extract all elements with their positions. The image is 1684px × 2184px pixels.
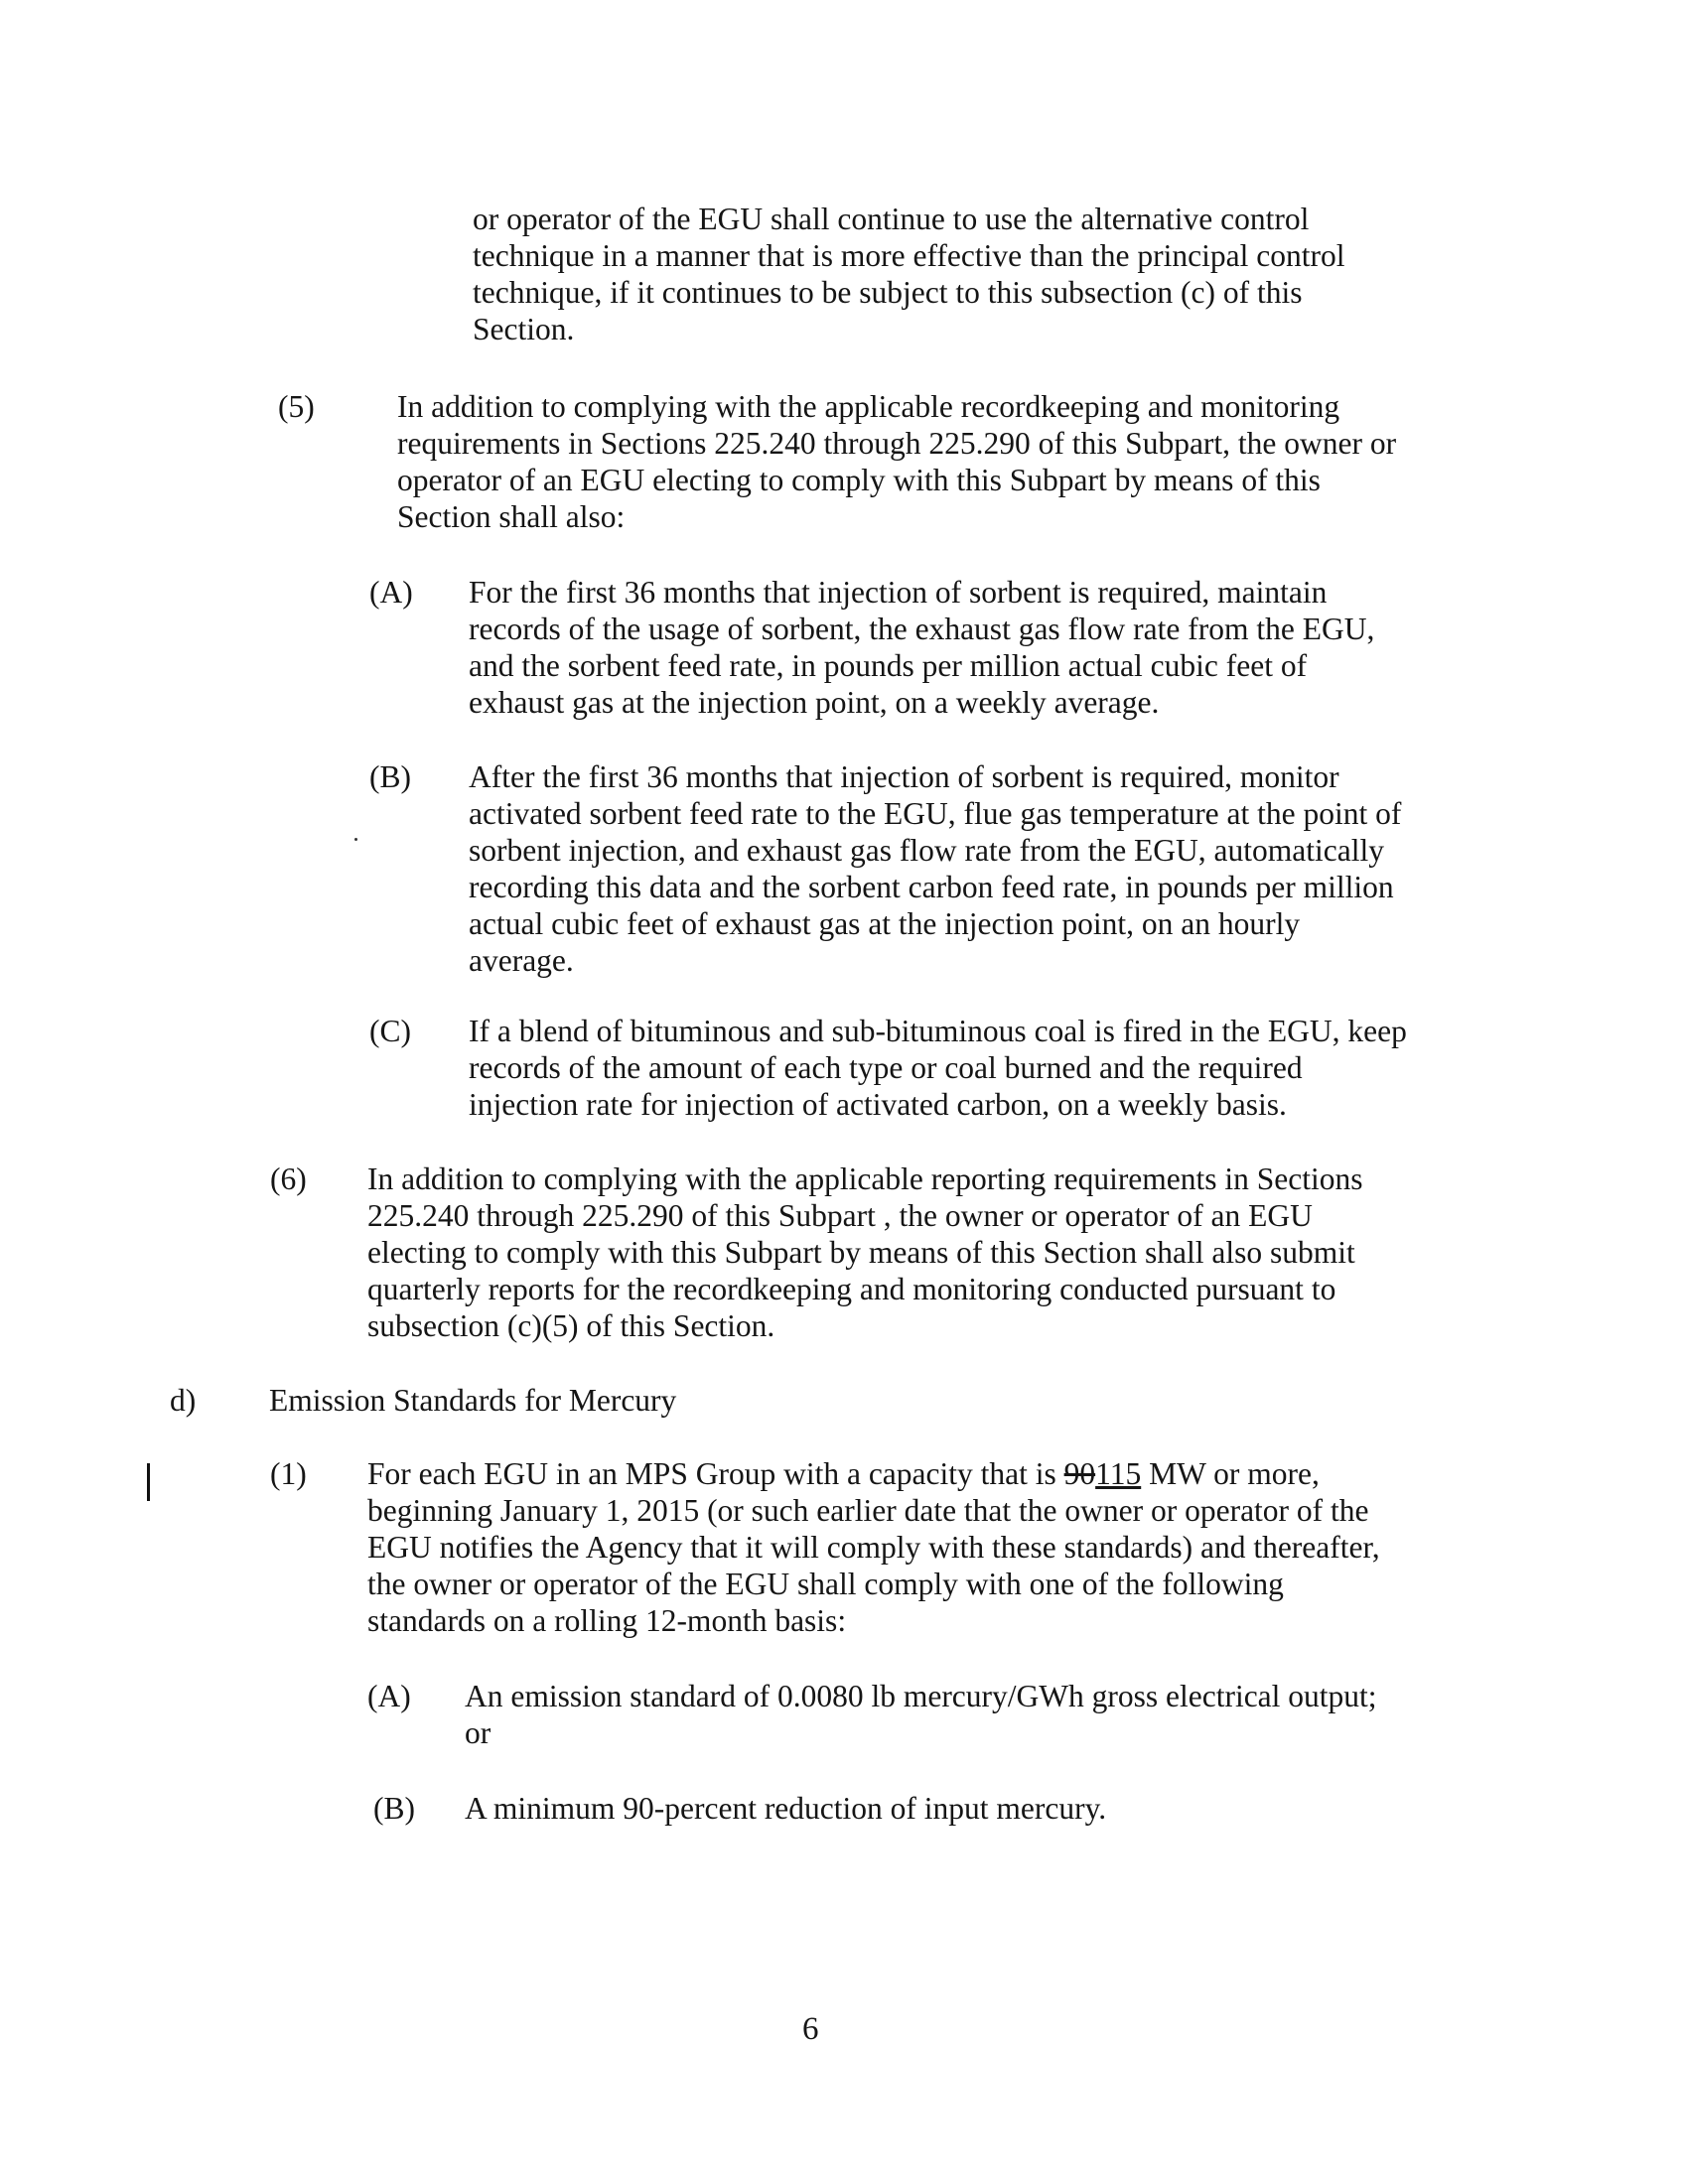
text-line: electing to comply with this Subpart by means of this Section shall also submit <box>367 1235 1355 1270</box>
item-d1-label: (1) <box>270 1456 307 1491</box>
text-line: requirements in Sections 225.240 through 225.290 of this Subpart, the owner or <box>397 426 1397 461</box>
text-line: records of the amount of each type or coal burned and the required <box>469 1050 1303 1085</box>
text-line: After the first 36 months that injection of sorbent is required, monitor <box>469 759 1339 794</box>
item-d1b-paragraph <box>465 1790 1106 1827</box>
text-line: subsection (c)(5) of this Section. <box>367 1308 775 1343</box>
revision-change-bar <box>147 1463 150 1501</box>
item-d1b-label: (B) <box>373 1791 415 1826</box>
item-5b-label: (B) <box>369 759 411 794</box>
text-fragment: For each EGU in an MPS Group with a capacity that is <box>367 1456 1064 1491</box>
text-line: In addition to complying with the applicable reporting requirements in Sections <box>367 1161 1363 1196</box>
page-number: 6 <box>802 2011 819 2047</box>
text-line: technique in a manner that is more effective than the principal control <box>473 238 1345 273</box>
text-line: average. <box>469 943 574 978</box>
item-5c-label: (C) <box>369 1014 411 1048</box>
text-line: records of the usage of sorbent, the exhaust gas flow rate from the EGU, <box>469 612 1375 646</box>
text-line: A minimum 90-percent reduction of input mercury. <box>465 1791 1107 1826</box>
text-line: Section. <box>473 312 575 346</box>
text-line: and the sorbent feed rate, in pounds per million actual cubic feet of <box>469 648 1308 683</box>
text-line: 225.240 through 225.290 of this Subpart , the owner or operator of an EGU <box>367 1198 1313 1233</box>
text-line: An emission standard of 0.0080 lb mercury/GWh gross electrical output; <box>465 1679 1377 1713</box>
text-line: standards on a rolling 12-month basis: <box>367 1603 847 1638</box>
section-d-heading: Emission Standards for Mercury <box>269 1383 677 1418</box>
text-line: the owner or operator of the EGU shall comply with one of the following <box>367 1567 1284 1601</box>
text-line: exhaust gas at the injection point, on a weekly average. <box>469 685 1160 720</box>
text-line: or <box>465 1715 491 1750</box>
section-d-label: d) <box>170 1383 197 1418</box>
text-line: actual cubic feet of exhaust gas at the injection point, on an hourly <box>469 906 1301 941</box>
item-d1-paragraph <box>367 1455 1380 1639</box>
item-5b-paragraph <box>469 758 1401 979</box>
item-5c-paragraph <box>469 1013 1407 1123</box>
inserted-text: 115 <box>1095 1456 1142 1491</box>
item-6-paragraph <box>367 1160 1363 1344</box>
text-fragment: MW or more, <box>1141 1456 1320 1491</box>
text-line: injection rate for injection of activated carbon, on a weekly basis. <box>469 1087 1287 1122</box>
text-line: activated sorbent feed rate to the EGU, flue gas temperature at the point of <box>469 796 1402 831</box>
text-line: technique, if it continues to be subject to this subsection (c) of this <box>473 275 1303 310</box>
text-line: In addition to complying with the applicable recordkeeping and monitoring <box>397 389 1340 424</box>
text-line: sorbent injection, and exhaust gas flow rate from the EGU, automatically <box>469 833 1384 868</box>
text-line: quarterly reports for the recordkeeping and monitoring conducted pursuant to <box>367 1272 1336 1306</box>
text-line: recording this data and the sorbent carbon feed rate, in pounds per million <box>469 870 1394 904</box>
text-line: beginning January 1, 2015 (or such earlier date that the owner or operator of the <box>367 1493 1369 1528</box>
item-6-label: (6) <box>270 1161 307 1196</box>
deleted-text: 90 <box>1063 1456 1096 1491</box>
text-line: For the first 36 months that injection of sorbent is required, maintain <box>469 575 1328 610</box>
text-line: If a blend of bituminous and sub-bituminous coal is fired in the EGU, keep <box>469 1014 1407 1048</box>
item-5a-label: (A) <box>369 575 413 610</box>
text-line: EGU notifies the Agency that it will comply with these standards) and thereafter, <box>367 1530 1380 1565</box>
text-line: operator of an EGU electing to comply with this Subpart by means of this <box>397 463 1321 497</box>
intro-paragraph <box>473 201 1344 347</box>
stray-mark <box>354 838 357 841</box>
item-5-label: (5) <box>278 389 315 424</box>
item-5-paragraph <box>397 388 1396 535</box>
text-line-with-amendment <box>367 1455 1380 1492</box>
item-5a-paragraph <box>469 574 1374 721</box>
item-d1a-label: (A) <box>367 1679 411 1713</box>
text-line: or operator of the EGU shall continue to use the alternative control <box>473 202 1310 236</box>
text-line: Section shall also: <box>397 499 626 534</box>
item-d1a-paragraph <box>465 1678 1377 1751</box>
